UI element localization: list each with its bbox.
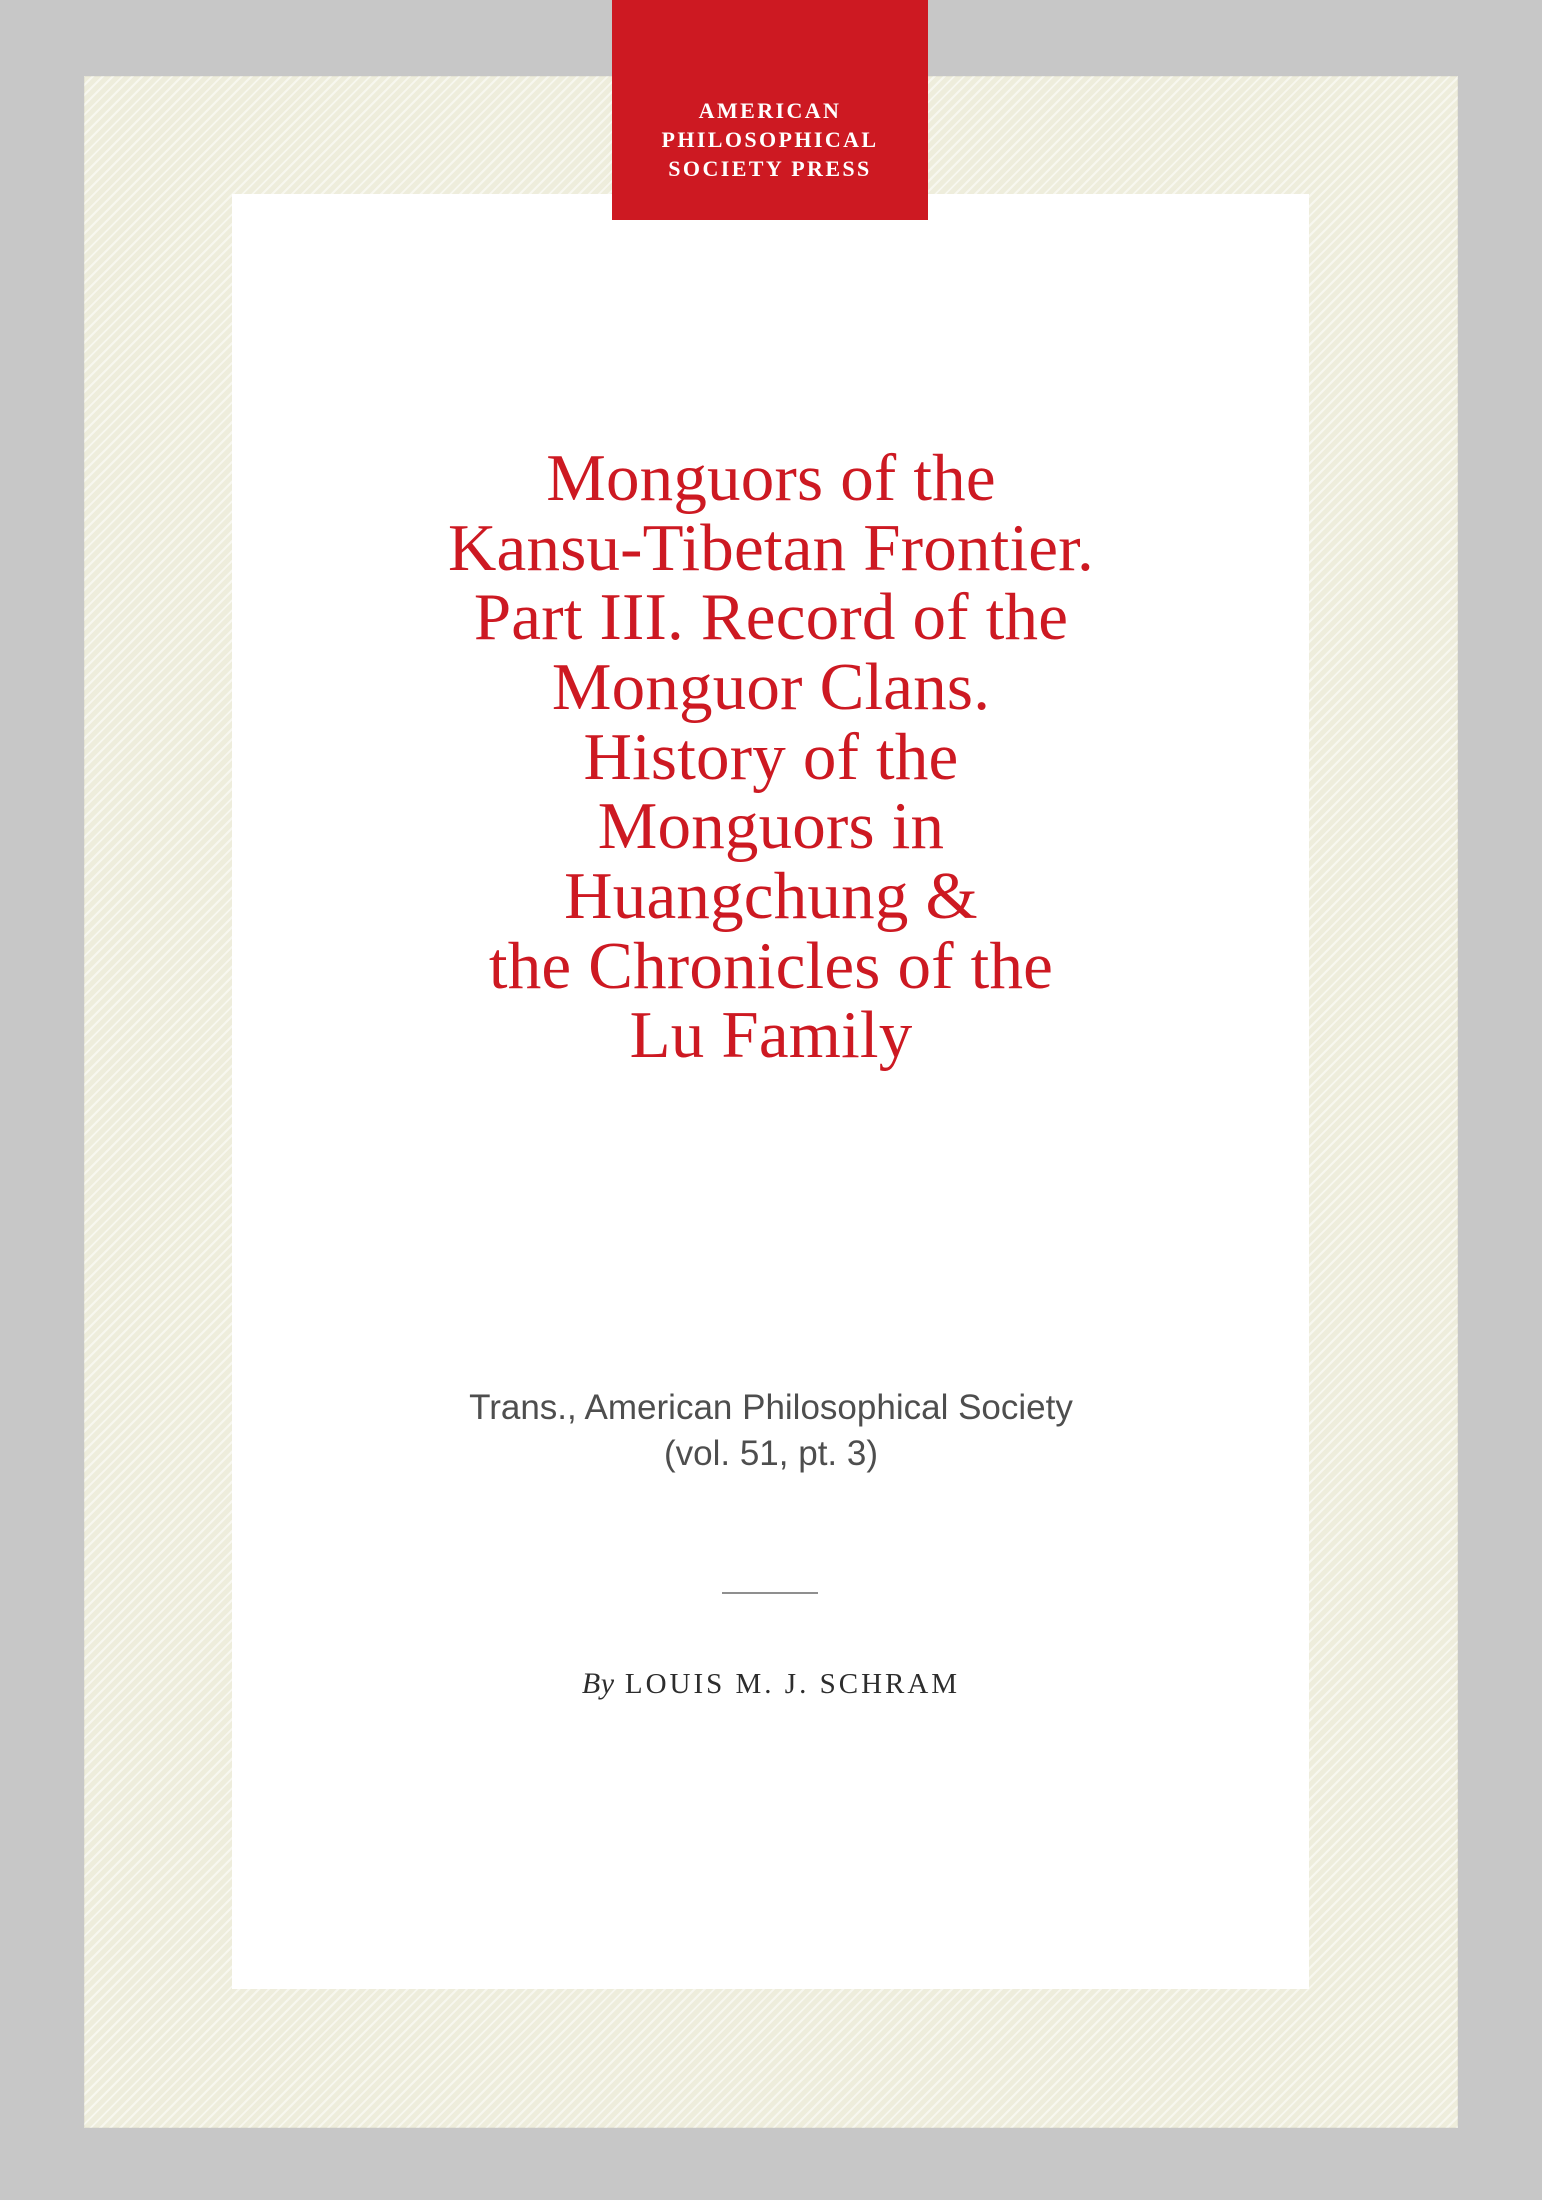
book-title-line-4: Monguor Clans. xyxy=(551,650,991,725)
book-subtitle-line-1: Trans., American Philosophical Society xyxy=(469,1388,1073,1427)
publisher-banner-line-2: PHILOSOPHICAL xyxy=(661,127,879,152)
publisher-banner-line-3: SOCIETY PRESS xyxy=(668,156,872,181)
divider-rule xyxy=(722,1592,818,1594)
book-title-line-1: Monguors of the xyxy=(546,441,996,515)
book-title-line-8: the Chronicles of the xyxy=(488,928,1054,1003)
publisher-banner xyxy=(612,0,928,220)
byline-author: LOUIS M. J. SCHRAM xyxy=(624,1668,961,1700)
publisher-banner-line-1: AMERICAN xyxy=(698,98,842,123)
book-title-line-7: Huangchung & xyxy=(564,859,978,934)
book-title-line-6: Monguors in xyxy=(597,789,945,864)
book-title-line-2: Kansu-Tibetan Frontier. xyxy=(447,510,1095,585)
book-subtitle xyxy=(262,1385,1280,1477)
book-byline xyxy=(262,1665,1280,1701)
book-title xyxy=(262,441,1280,1073)
book-title-line-3: Part III. Record of the xyxy=(473,580,1069,655)
book-title-line-5: History of the xyxy=(583,719,959,794)
book-title-line-9: Lu Family xyxy=(629,998,913,1073)
byline-prefix: By xyxy=(581,1667,615,1700)
book-subtitle-line-2: (vol. 51, pt. 3) xyxy=(664,1434,878,1474)
